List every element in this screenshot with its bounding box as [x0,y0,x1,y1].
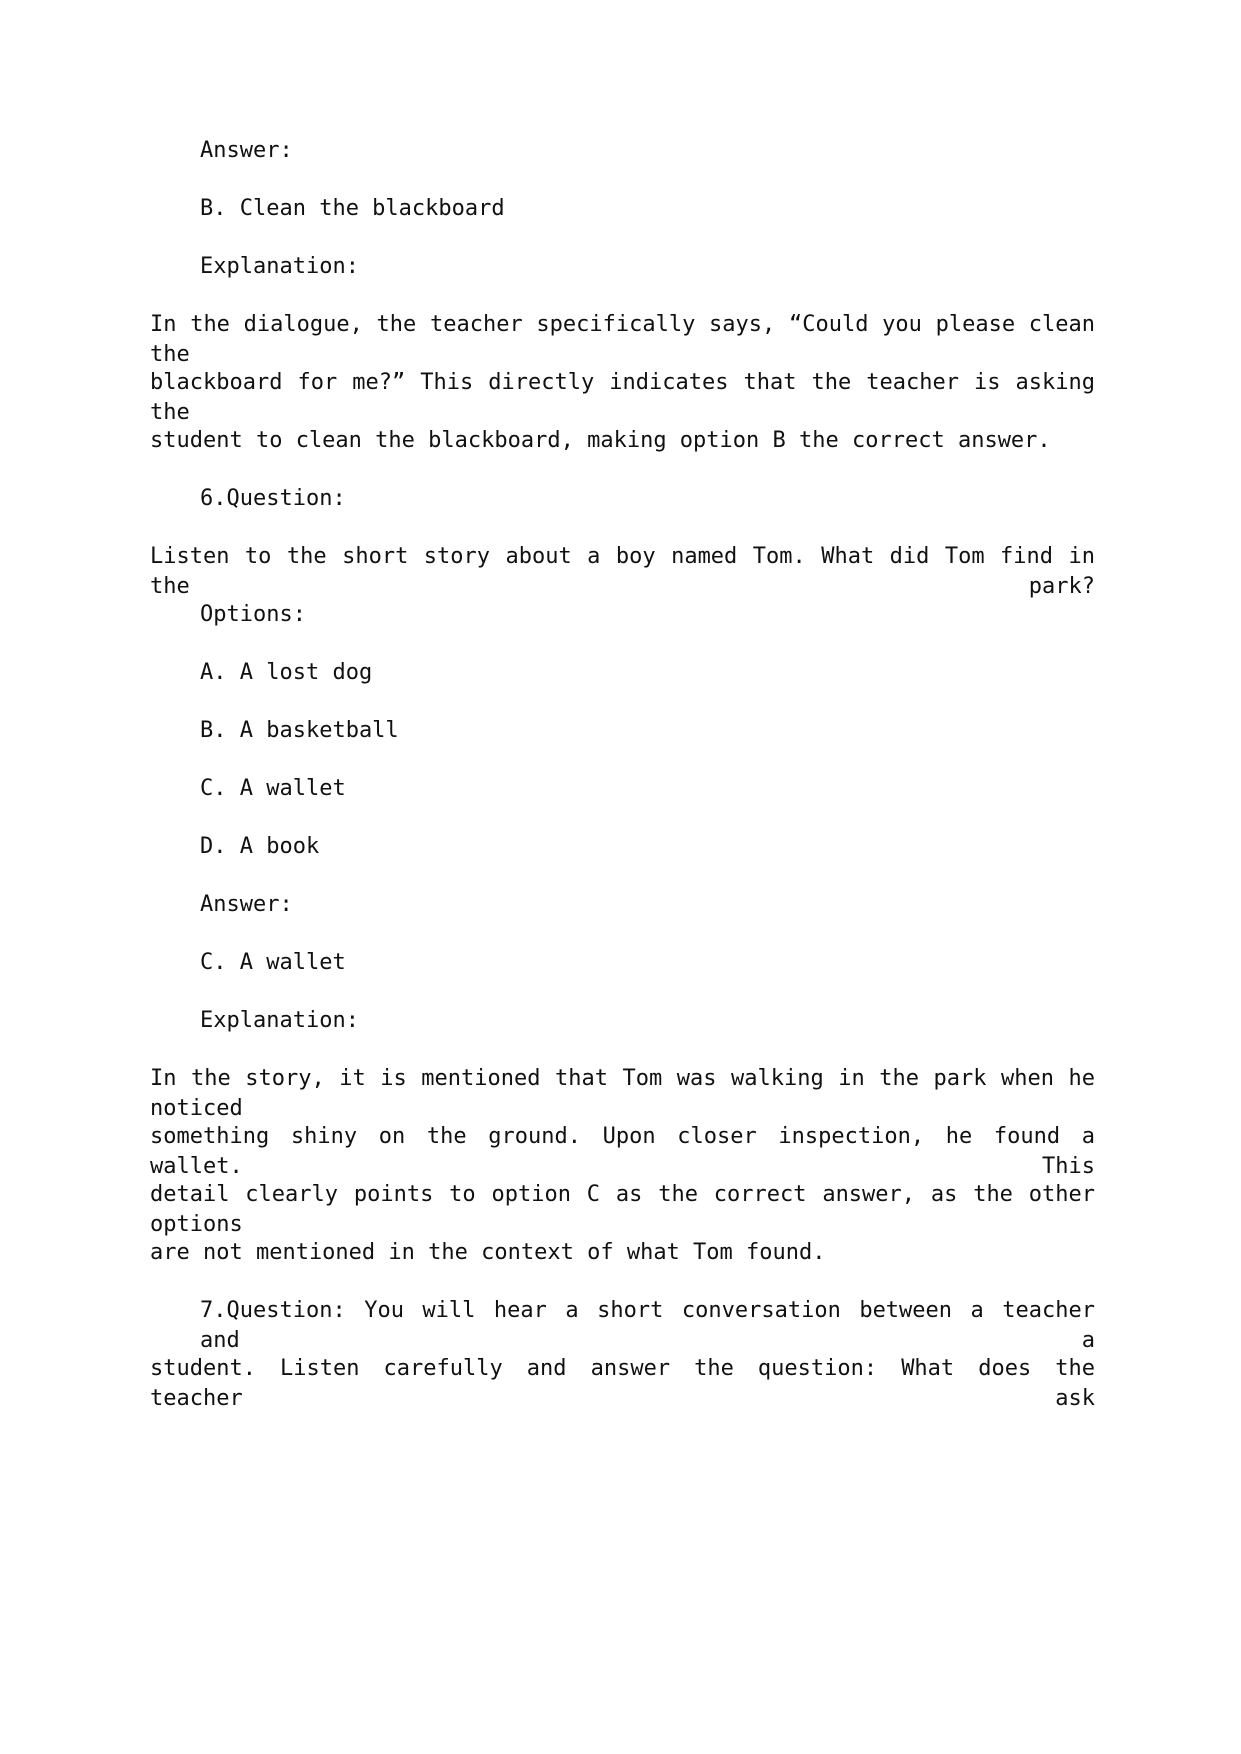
answer-heading: Answer: [200,138,293,163]
options-heading: Options: [200,602,306,627]
answer-text: B. Clean the blackboard [200,196,505,221]
answer-heading: Answer: [200,892,293,917]
option-b: B. A basketball [200,718,399,743]
explanation-line: In the story, it is mentioned that Tom was walking in the park when he noticed [150,1066,1095,1121]
explanation-line: student to clean the blackboard, making option B the correct answer. [150,428,1051,453]
explanation-line: something shiny on the ground. Upon closer inspection, he found a wallet. This [150,1124,1095,1179]
question-text: Listen to the short story about a boy named Tom. What did Tom find in the park? [150,544,1095,599]
option-a: A. A lost dog [200,660,373,685]
explanation-line: are not mentioned in the context of what Tom found. [150,1240,826,1265]
explanation-heading: Explanation: [200,254,359,279]
question-text: 7.Question: You will hear a short conversation between a teacher and a [200,1298,1095,1353]
option-c: C. A wallet [200,776,346,801]
answer-text: C. A wallet [200,950,346,975]
question-text: student. Listen carefully and answer the question: What does the teacher ask [150,1356,1095,1411]
option-d: D. A book [200,834,320,859]
explanation-heading: Explanation: [200,1008,359,1033]
explanation-line: detail clearly points to option C as the correct answer, as the other options [150,1182,1095,1237]
explanation-line: blackboard for me?” This directly indicates that the teacher is asking the [150,370,1095,425]
explanation-line: In the dialogue, the teacher specifically says, “Could you please clean the [150,312,1095,367]
question-heading: 6.Question: [200,486,346,511]
